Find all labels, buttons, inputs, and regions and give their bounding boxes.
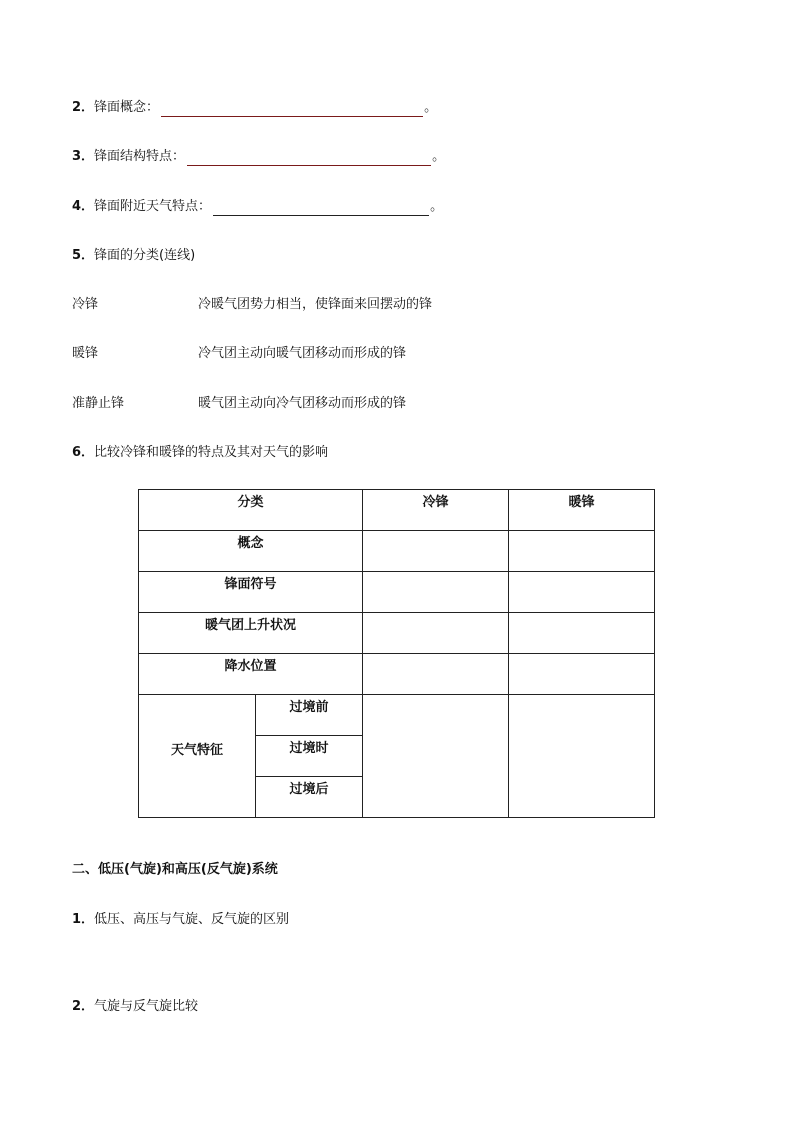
row-label: 概念 (139, 531, 363, 572)
match-left-1[interactable]: 冷锋 (72, 297, 99, 312)
weather-label: 天气特征 (139, 695, 256, 818)
period: 。 (430, 199, 444, 214)
item-number: 1． (72, 912, 95, 927)
answer-cell[interactable] (363, 654, 509, 695)
section-2-item-2 (72, 998, 198, 1016)
item-number: 2． (72, 999, 95, 1014)
answer-cell[interactable] (509, 654, 655, 695)
answer-cell[interactable] (363, 572, 509, 613)
row-label: 暖气团上升状况 (139, 613, 363, 654)
period: 。 (424, 100, 438, 115)
item-number: 2． (72, 100, 95, 115)
answer-cell[interactable] (509, 695, 655, 818)
header-category: 分类 (139, 490, 363, 531)
answer-blank[interactable] (213, 201, 429, 216)
item-3-structure (72, 148, 445, 166)
row-label: 锋面符号 (139, 572, 363, 613)
table-row (139, 613, 655, 654)
answer-cell[interactable] (363, 531, 509, 572)
table-row (139, 572, 655, 613)
comparison-table (138, 489, 655, 818)
table-row (139, 531, 655, 572)
match-left-2[interactable]: 暖锋 (72, 346, 99, 361)
item-label: 锋面概念： (94, 100, 160, 115)
answer-cell[interactable] (509, 531, 655, 572)
item-label: 锋面附近天气特点： (94, 199, 212, 214)
item-number: 4． (72, 199, 95, 214)
item-5-classification (72, 247, 195, 265)
row-label: 降水位置 (139, 654, 363, 695)
item-label: 比较冷锋和暖锋的特点及其对天气的影响 (94, 445, 329, 460)
stage-label: 过境后 (256, 777, 363, 818)
table-row (139, 654, 655, 695)
item-number: 5． (72, 248, 95, 263)
item-label: 低压、高压与气旋、反气旋的区别 (94, 912, 290, 927)
answer-blank[interactable] (187, 151, 431, 166)
section-2-item-1 (72, 911, 289, 929)
match-right-2[interactable]: 冷气团主动向暖气团移动而形成的锋 (198, 346, 407, 361)
item-label: 锋面的分类(连线) (94, 248, 196, 263)
answer-cell[interactable] (363, 613, 509, 654)
item-number: 6． (72, 445, 95, 460)
match-left-3[interactable]: 准静止锋 (72, 396, 125, 411)
item-label: 气旋与反气旋比较 (94, 999, 199, 1014)
item-label: 锋面结构特点： (94, 149, 186, 164)
header-warm-front: 暖锋 (509, 490, 655, 531)
item-4-weather (72, 198, 443, 216)
item-number: 3． (72, 149, 95, 164)
item-6-compare (72, 444, 328, 462)
header-cold-front: 冷锋 (363, 490, 509, 531)
item-2-concept (72, 99, 437, 117)
section-2-title: 二、低压(气旋)和高压(反气旋)系统 (72, 862, 278, 877)
match-right-1[interactable]: 冷暖气团势力相当，使锋面来回摆动的锋 (198, 297, 433, 312)
table-header-row (139, 490, 655, 531)
answer-cell[interactable] (509, 613, 655, 654)
table-row (139, 695, 655, 736)
answer-blank[interactable] (161, 102, 423, 117)
match-right-3[interactable]: 暖气团主动向冷气团移动而形成的锋 (198, 396, 407, 411)
stage-label: 过境时 (256, 736, 363, 777)
period: 。 (432, 149, 446, 164)
answer-cell[interactable] (363, 695, 509, 818)
answer-cell[interactable] (509, 572, 655, 613)
stage-label: 过境前 (256, 695, 363, 736)
